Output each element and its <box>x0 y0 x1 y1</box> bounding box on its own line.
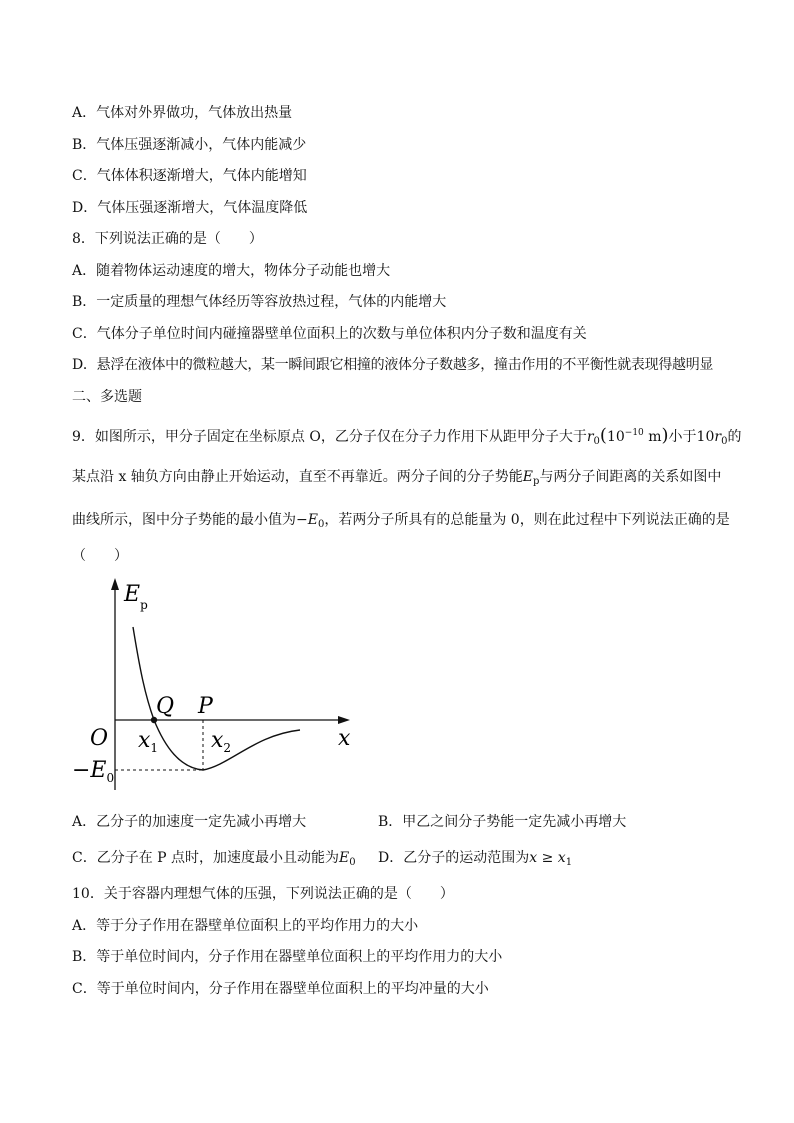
x2-label: $x_2$ <box>211 728 232 755</box>
q8-option-a: A．随着物体运动速度的增大，物体分子动能也增大 <box>72 263 391 279</box>
q9-text: 9．如图所示，甲分子固定在坐标原点 O，乙分子仅在分子力作用下从距甲分子大于 <box>72 429 587 445</box>
x-axis-label: x <box>338 726 351 751</box>
q9-formula-r0-unit: $r_0$ <box>586 429 600 447</box>
q8-option-b: B．一定质量的理想气体经历等容放热过程，气体的内能增大 <box>72 294 447 310</box>
q9-option-d <box>378 848 572 873</box>
q10-stem: 10．关于容器内理想气体的压强，下列说法正确的是（ ） <box>72 886 454 902</box>
q9-formula-unit-value: $10^{-10}$ m <box>606 428 662 445</box>
q7-option-c: C．气体体积逐渐增大，气体内能增知 <box>72 168 307 184</box>
point-q-label: Q <box>156 694 175 719</box>
q10-option-c: C．等于单位时间内，分子作用在器壁单位面积上的平均冲量的大小 <box>72 981 489 997</box>
q9-text: 曲线所示，图中分子势能的最小值为 <box>72 512 296 528</box>
q10-option-b: B．等于单位时间内，分子作用在器壁单位面积上的平均作用力的大小 <box>72 949 503 965</box>
q9-text: ，若两分子所具有的总能量为 0，则在此过程中下列说法正确的是 <box>324 512 730 528</box>
q7-option-b: B．气体压强逐渐减小，气体内能减少 <box>72 137 307 153</box>
q9-formula-unit: ( <box>599 425 607 446</box>
q8-option-c: C．气体分子单位时间内碰撞器壁单位面积上的次数与单位体积内分子数和温度有关 <box>72 326 587 342</box>
q9-option-a: A．乙分子的加速度一定先减小再增大 <box>72 814 307 830</box>
q9-stem-line2 <box>72 467 721 492</box>
origin-label: O <box>90 726 109 751</box>
potential-energy-graph <box>70 575 370 795</box>
min-energy-label: $-E_0$ <box>72 758 115 785</box>
q9-text: 小于 <box>668 429 697 445</box>
y-axis-label: $E_p$ <box>124 582 148 612</box>
q7-option-a: A．气体对外界做功，气体放出热量 <box>72 105 293 121</box>
y-axis-arrow <box>111 578 119 590</box>
q9-option-c <box>72 848 356 873</box>
q9-formula-10r0: $10r_0$ <box>696 429 728 447</box>
q8-option-d: D．悬浮在液体中的微粒越大，某一瞬间跟它相撞的液体分子数越多，撞击作用的不平衡性就表现得越明显 <box>72 357 714 373</box>
q9-option-d-formula: $x \ge x_1$ <box>529 850 573 868</box>
q9-text: 与两分子间距离的关系如图中 <box>539 469 722 485</box>
point-p-label: P <box>198 694 213 719</box>
q9-stem-line3 <box>72 510 730 535</box>
q9-option-c-formula: $E_0$ <box>339 850 356 868</box>
q9-option-d-text: D．乙分子的运动范围为 <box>378 850 530 866</box>
q10-option-a: A．等于分子作用在器壁单位面积上的平均作用力的大小 <box>72 918 419 934</box>
q9-option-c-text: C．乙分子在 P 点时，加速度最小且动能为 <box>72 850 340 866</box>
q9-text: 某点沿 x 轴负方向由静止开始运动，直至不再靠近。两分子间的分子势能 <box>72 469 523 485</box>
q8-stem: 8．下列说法正确的是（ ） <box>72 231 263 247</box>
q9-option-b: B．甲乙之间分子势能一定先减小再增大 <box>378 814 627 830</box>
q9-text: 的 <box>727 429 742 445</box>
section-heading-multiple-choice: 二、多选题 <box>72 389 142 405</box>
x1-label: $x_1$ <box>138 728 159 755</box>
q9-stem-line1 <box>72 423 741 452</box>
q9-formula-unit-close: ) <box>661 425 669 446</box>
q7-option-d: D．气体压强逐渐增大，气体温度降低 <box>72 200 308 216</box>
q9-stem-line4: （ ） <box>72 548 128 564</box>
x-axis-arrow <box>338 716 350 724</box>
potential-energy-figure <box>70 575 370 795</box>
q9-formula-ep: $E_p$ <box>522 469 540 487</box>
q9-formula-minus-e0: $-E_0$ <box>296 512 325 530</box>
